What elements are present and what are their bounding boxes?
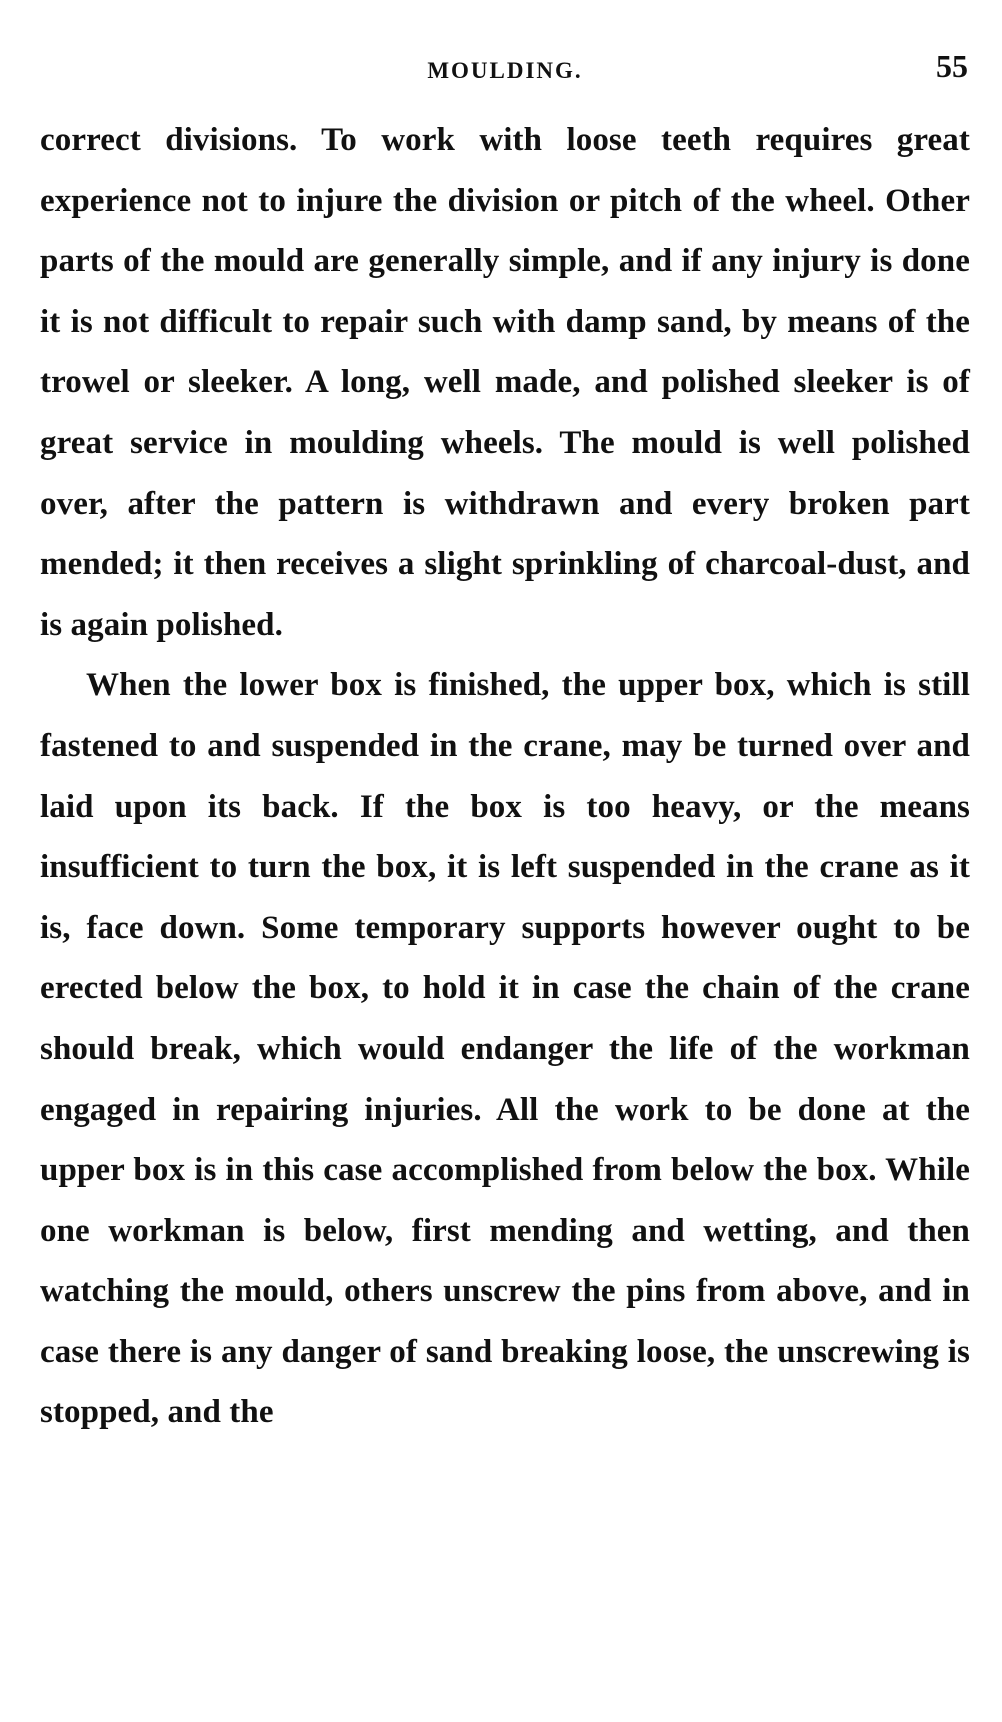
paragraph: When the lower box is finished, the upper box, which is still fastened to and suspended in the crane, may be turned over and laid upon its back. If the box is too heavy, or the means insufficient to turn the box, it is left suspended in the crane as it is, face down. Some temporary supports however ought to be erected below the box, to hold it in case the chain of the crane should break, which would endanger the life of the workman engaged in repairing injuries. All the work to be done at the upper box is in this case accomplished from below the box. While one workman is below, first mending and wetting, and then watching the mould, others unscrew the pins from above, and in case there is any danger of sand breaking loose, the unscrewing is stopped, and the bbox=[40, 667, 970, 1431]
running-head bbox=[40, 44, 970, 94]
body-text bbox=[40, 110, 970, 1443]
page-number: 55 bbox=[936, 48, 968, 84]
running-title: MOULDING. bbox=[427, 58, 583, 83]
book-page bbox=[40, 0, 970, 1722]
paragraph: correct divisions. To work with loose teeth requires great experience not to injure the division or pitch of the wheel. Other parts of the mould are generally simple, and if any injury is done it is not difficult to repair such with damp sand, by means of the trowel or sleeker. A long, well made, and polished sleeker is of great service in moulding wheels. The mould is well polished over, after the pattern is withdrawn and every broken part mended; it then receives a slight sprinkling of charcoal-dust, and is again polished. bbox=[40, 122, 970, 643]
